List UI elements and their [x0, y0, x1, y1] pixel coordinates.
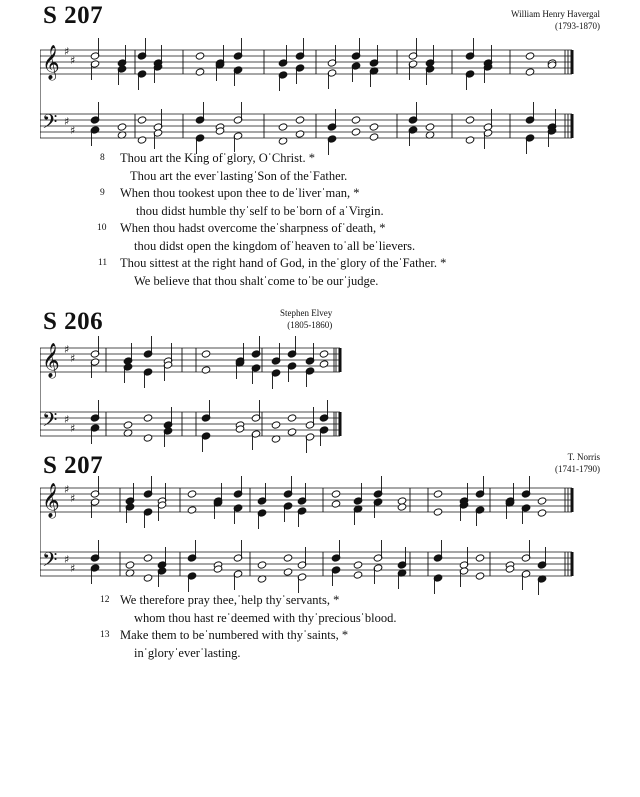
note-head: [195, 52, 205, 60]
verse-number: 9: [100, 188, 105, 198]
note-head: [475, 554, 485, 562]
note-head: [475, 572, 485, 580]
note-head: [353, 571, 363, 579]
treble-clef-icon: 𝄞: [42, 343, 60, 378]
verse-line: inˈgloryˈeverˈlasting.: [134, 646, 241, 660]
music-system: [40, 334, 350, 462]
sharp-icon: ♯: [70, 124, 76, 137]
note-head: [351, 116, 361, 124]
note-head: [201, 350, 211, 358]
sharp-icon: ♯: [70, 422, 76, 435]
verse-line: When thou tookest upon thee to deˈliverˈman, *: [120, 186, 360, 200]
note-head: [257, 561, 267, 569]
note-head: [287, 428, 297, 436]
note-head: [143, 554, 153, 562]
chant-number: S 206: [43, 308, 104, 335]
verse-line: whom thou hast reˈdeemed with thyˈpreciousˈblood.: [134, 611, 397, 625]
composer-dates: (1741-1790): [555, 464, 600, 474]
note-head: [123, 421, 133, 429]
note-head: [271, 421, 281, 429]
note-head: [433, 490, 443, 498]
verse-number: 8: [100, 153, 105, 163]
composer-dates: (1793-1870): [555, 21, 600, 31]
verse-number: 13: [100, 630, 110, 640]
verse-line: Thou art the everˈlastingˈSon of theˈFather.: [130, 169, 348, 183]
note-head: [283, 554, 293, 562]
note-head: [331, 500, 341, 508]
note-head: [433, 508, 443, 516]
note-head: [137, 116, 147, 124]
note-head: [351, 128, 361, 136]
treble-clef-icon: 𝄞: [42, 45, 60, 80]
verse-line: We therefore pray thee,ˈhelp thyˈservants, *: [120, 593, 340, 607]
chant-number: S 207: [43, 452, 104, 479]
note-head: [125, 561, 135, 569]
note-head: [295, 116, 305, 124]
note-head: [465, 136, 475, 144]
composer-name: Stephen Elvey: [280, 308, 333, 318]
sharp-icon: ♯: [64, 115, 70, 128]
note-head: [143, 414, 153, 422]
note-head: [319, 350, 329, 358]
sharp-icon: ♯: [70, 562, 76, 575]
note-head: [465, 116, 475, 124]
sharp-icon: ♯: [70, 492, 76, 505]
note-head: [143, 434, 153, 442]
composer-name: William Henry Havergal: [511, 9, 600, 19]
note-head: [287, 414, 297, 422]
note-head: [295, 130, 305, 138]
note-head: [425, 123, 435, 131]
note-head: [353, 561, 363, 569]
bass-clef-icon: 𝄢: [42, 408, 58, 436]
note-head: [187, 490, 197, 498]
sharp-icon: ♯: [64, 45, 70, 58]
verse-number: 12: [100, 595, 110, 605]
verse-line: thou didst humble thyˈself to beˈborn of aˈVirgin.: [136, 204, 384, 218]
sharp-icon: ♯: [70, 54, 76, 67]
note-head: [525, 68, 535, 76]
verse-number: 11: [98, 258, 108, 268]
note-head: [117, 123, 127, 131]
verse-line: thou didst open the kingdom ofˈheaven toˈall beˈlievers.: [134, 239, 416, 253]
chant-number: S 207: [43, 2, 104, 29]
note-head: [331, 490, 341, 498]
note-head: [283, 568, 293, 576]
sharp-icon: ♯: [64, 553, 70, 566]
verse-line: Thou sittest at the right hand of God, in theˈglory of theˈFather. *: [120, 256, 447, 270]
verse-line: When thou hadst overcome theˈsharpness ofˈdeath, *: [120, 221, 386, 235]
note-head: [187, 506, 197, 514]
note-head: [369, 123, 379, 131]
note-head: [143, 574, 153, 582]
verse-line: We believe that thou shaltˈcome toˈbe ourˈjudge.: [134, 274, 379, 288]
composer-credit: [555, 451, 600, 475]
verse-line: Make them to beˈnumbered with thyˈsaints, *: [120, 628, 349, 642]
note-head: [525, 52, 535, 60]
note-head: [537, 509, 547, 517]
note-head: [397, 503, 407, 511]
music-system: [40, 36, 576, 164]
music-system: [40, 474, 576, 602]
bass-clef-icon: 𝄢: [42, 548, 58, 576]
note-head: [537, 497, 547, 505]
sharp-icon: ♯: [64, 483, 70, 496]
treble-clef-icon: 𝄞: [42, 483, 60, 518]
composer-name: T. Norris: [567, 452, 600, 462]
verse-line: Thou art the King ofˈglory, OˈChrist. *: [120, 151, 315, 165]
composer-credit: [511, 8, 600, 32]
verse-number: 10: [97, 223, 107, 233]
composer-credit: [280, 307, 332, 331]
note-head: [137, 136, 147, 144]
note-head: [201, 366, 211, 374]
composer-dates: (1805-1860): [287, 320, 333, 330]
note-head: [278, 123, 288, 131]
sharp-icon: ♯: [64, 413, 70, 426]
sharp-icon: ♯: [64, 343, 70, 356]
note-head: [195, 68, 205, 76]
note-head: [369, 133, 379, 141]
sharp-icon: ♯: [70, 352, 76, 365]
bass-clef-icon: 𝄢: [42, 110, 58, 138]
note-head: [319, 360, 329, 368]
